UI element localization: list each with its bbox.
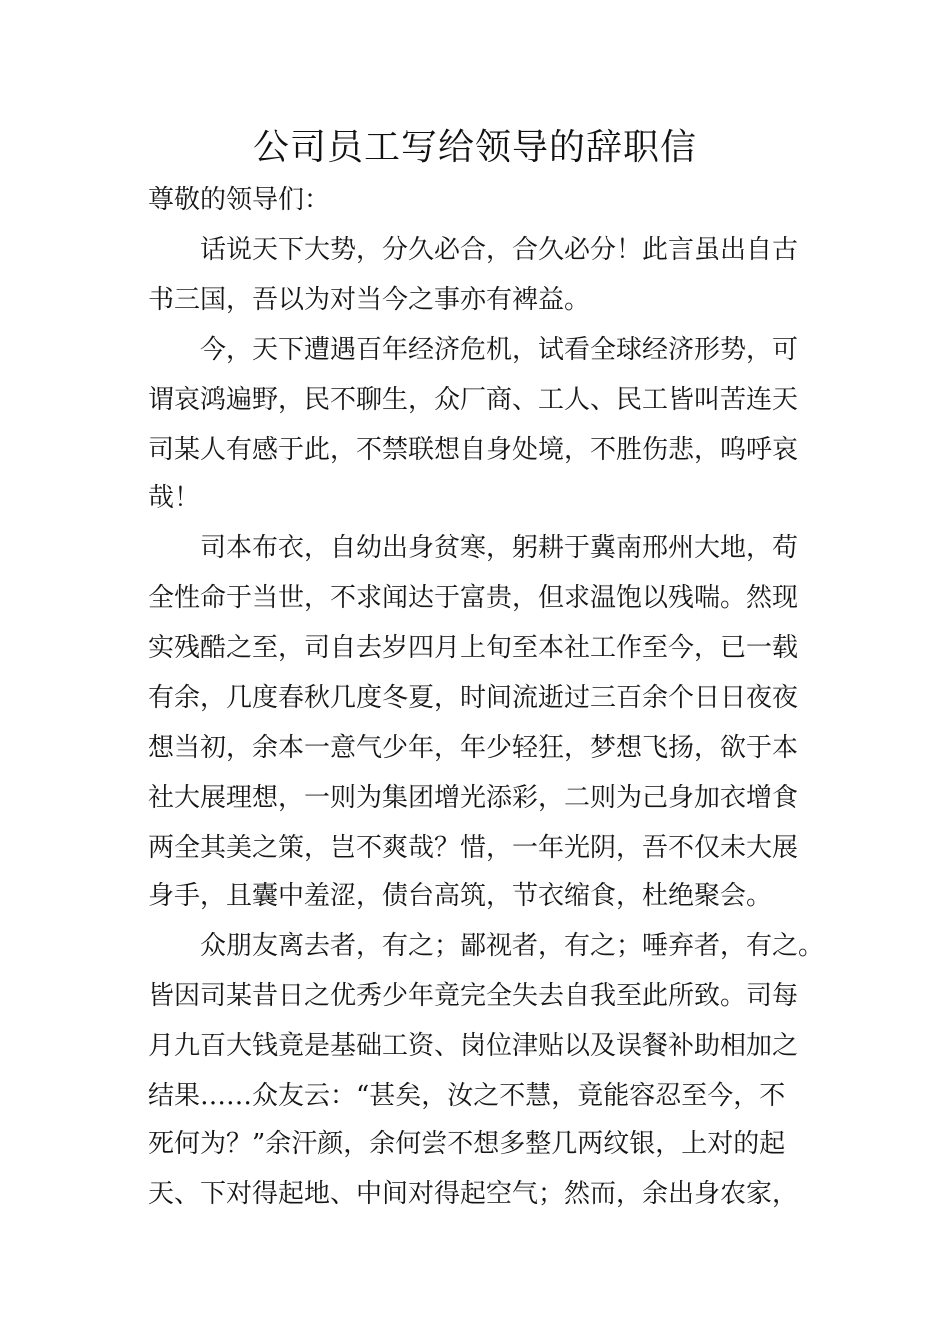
body-line: 有余，几度春秋几度冬夏，时间流逝过三百余个日日夜夜 [148, 683, 799, 713]
body-line: 全性命于当世，不求闻达于富贵，但求温饱以残喘。然现 [148, 583, 799, 613]
body-line: 身手，且囊中羞涩，债台高筑，节衣缩食，杜绝聚会。 [148, 881, 773, 911]
body-line: 话说天下大势，分久必合，合久必分！此言虽出自古 [200, 235, 799, 265]
body-line: 谓哀鸿遍野，民不聊生，众厂商、工人、民工皆叫苦连天 [148, 385, 799, 415]
body-line: 天、下对得起地、中间对得起空气；然而，余出身农家， [148, 1179, 799, 1209]
body-line: 月九百大钱竟是基础工资、岗位津贴以及误餐补助相加之 [148, 1031, 799, 1061]
body-line: 司某人有感于此，不禁联想自身处境，不胜伤悲，呜呼哀 [148, 435, 799, 465]
body-line: 今，天下遭遇百年经济危机，试看全球经济形势，可 [200, 335, 799, 365]
salutation: 尊敬的领导们： [148, 185, 331, 215]
body-line: 众朋友离去者，有之；鄙视者，有之；唾弃者，有之。 [200, 931, 825, 961]
body-line: 想当初，余本一意气少年，年少轻狂，梦想飞扬，欲于本 [148, 733, 799, 763]
body-line: 司本布衣，自幼出身贫寒，躬耕于冀南邢州大地，苟 [200, 533, 799, 563]
body-line: 两全其美之策，岂不爽哉？惜，一年光阴，吾不仅未大展 [148, 833, 799, 863]
body-line: 书三国，吾以为对当今之事亦有裨益。 [148, 285, 591, 315]
body-line: 皆因司某昔日之优秀少年竟完全失去自我至此所致。司每 [148, 981, 799, 1011]
body-line: 结果……众友云：“甚矣，汝之不慧，竟能容忍至今，不 [148, 1081, 786, 1111]
body-line: 社大展理想，一则为集团增光添彩，二则为己身加衣增食 [148, 783, 799, 813]
body-line: 死何为？”余汗颜，余何尝不想多整几两纹银，上对的起 [148, 1129, 786, 1159]
document-title: 公司员工写给领导的辞职信 [252, 127, 697, 168]
body-line: 实残酷之至，司自去岁四月上旬至本社工作至今，已一载 [148, 633, 799, 663]
body-line: 哉！ [148, 483, 201, 513]
